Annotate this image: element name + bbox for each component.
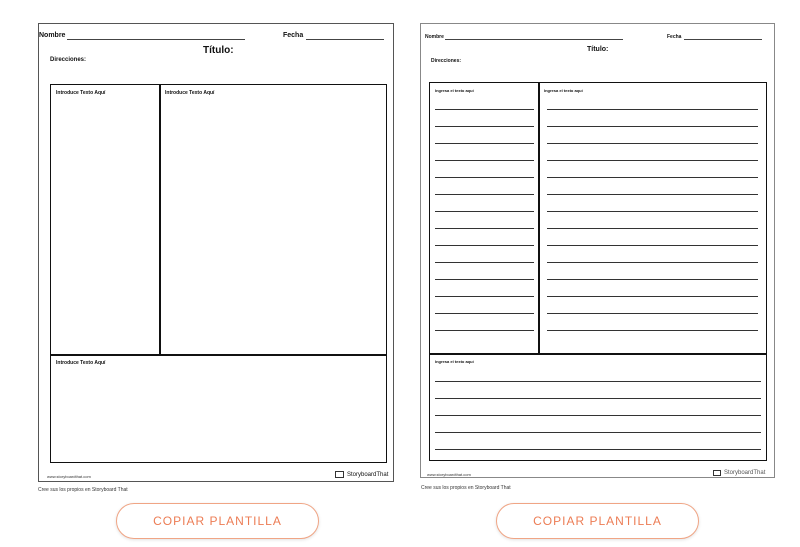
pane-label: Introduce Texto Aquí <box>56 360 106 366</box>
writing-line <box>547 160 758 161</box>
storyboardthat-logo <box>335 471 388 478</box>
pane-label: Introduce Texto Aquí <box>56 90 106 96</box>
storyboard-icon <box>713 470 721 476</box>
writing-line <box>435 432 761 433</box>
title-label: Título: <box>203 45 234 56</box>
lined-pane-right <box>538 82 767 355</box>
template-caption: Cree sus los propios en Storyboard That <box>421 485 511 491</box>
lined-pane-left <box>429 82 540 355</box>
copy-template-button[interactable]: COPIAR PLANTILLA <box>496 503 699 539</box>
writing-line <box>547 245 758 246</box>
pane-label: Ingresa el texto aquí <box>435 88 474 93</box>
writing-line <box>547 296 758 297</box>
directions-label: Direcciones: <box>50 57 87 63</box>
writing-line <box>435 177 534 178</box>
directions-label: Direcciones: <box>431 58 462 64</box>
storyboard-icon <box>335 471 344 478</box>
writing-line <box>547 228 758 229</box>
brand-name: StoryboardThat <box>347 471 389 478</box>
lined-pane-bottom <box>429 353 767 461</box>
writing-line <box>435 109 534 110</box>
brand-name: StoryboardThat <box>724 470 766 476</box>
footer-url: www.storyboardthat.com <box>427 472 471 477</box>
writing-line <box>435 245 534 246</box>
writing-line <box>435 228 534 229</box>
writing-line <box>547 211 758 212</box>
writing-line <box>547 126 758 127</box>
text-pane-right <box>159 84 387 356</box>
date-line <box>684 39 762 40</box>
pane-label: Ingresa el texto aquí <box>544 88 583 93</box>
pane-label: Introduce Texto Aquí <box>165 90 215 96</box>
writing-line <box>435 126 534 127</box>
writing-line <box>547 313 758 314</box>
worksheet-preview-blank <box>38 23 394 482</box>
writing-line <box>435 194 534 195</box>
writing-line <box>547 143 758 144</box>
writing-line <box>547 262 758 263</box>
writing-line <box>547 177 758 178</box>
writing-line <box>547 279 758 280</box>
writing-line <box>435 143 534 144</box>
writing-line <box>435 398 761 399</box>
writing-line <box>435 262 534 263</box>
writing-line <box>435 330 534 331</box>
worksheet-preview-lined <box>420 23 775 478</box>
writing-line <box>547 194 758 195</box>
writing-line <box>547 330 758 331</box>
name-line <box>67 39 245 40</box>
text-pane-bottom <box>50 354 387 463</box>
writing-line <box>435 296 534 297</box>
footer-url: www.storyboardthat.com <box>47 474 91 479</box>
name-line <box>445 39 623 40</box>
writing-line <box>435 313 534 314</box>
date-label: Fecha <box>667 34 682 40</box>
title-label: Título: <box>587 46 609 53</box>
name-label: Nombre <box>425 34 444 40</box>
writing-line <box>435 279 534 280</box>
writing-line <box>435 160 534 161</box>
writing-line <box>435 449 761 450</box>
writing-line <box>435 415 761 416</box>
storyboardthat-logo <box>713 470 765 476</box>
text-pane-left <box>50 84 161 356</box>
template-caption: Cree sus los propios en Storyboard That <box>38 487 128 493</box>
writing-line <box>435 381 761 382</box>
date-label: Fecha <box>283 32 304 39</box>
name-label: Nombre <box>39 32 66 39</box>
copy-template-button[interactable]: COPIAR PLANTILLA <box>116 503 319 539</box>
writing-line <box>435 211 534 212</box>
pane-label: Ingresa el texto aquí <box>435 359 474 364</box>
date-line <box>306 39 384 40</box>
writing-line <box>547 109 758 110</box>
